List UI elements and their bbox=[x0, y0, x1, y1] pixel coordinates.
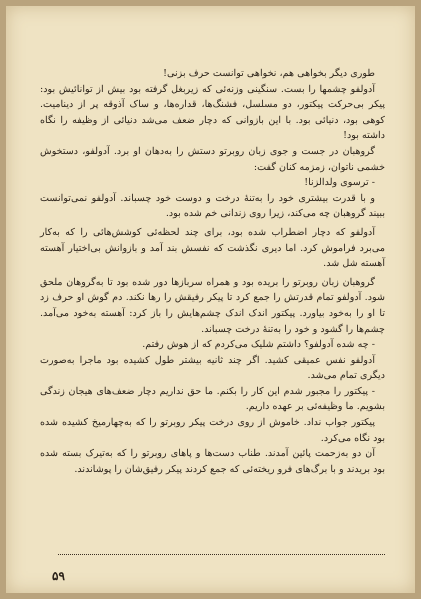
dialogue-line: - چه شده آدولفو؟ داشتم شلیک می‌کردم که از هوش رفتم. bbox=[142, 339, 375, 351]
paragraph: آن دو به‌زحمت پائین آمدند. طناب دست‌ها و پاهای روبرتو را که به‌تیرک بسته شده بود بریدند و با برگ‌های فرو ریخته‌ئی که جمع کردند پیکر رفیق‌شان را پوشاندند. bbox=[40, 448, 385, 475]
paragraph: آدولفو که دچار اضطراب شده بود، برای چند لحظه‌ئی کوشش‌هائی را که به‌کار می‌برد فراموش کرد. اما دیری نگذشت که نفسش بند آمد و بازوانش بی‌اختیار آهسته آهسته شل شد. bbox=[40, 226, 385, 270]
paragraph: آدولفو چشمها را بست. سنگینی وزنه‌ئی که زیربغل گرفته بود بیش از توانائیش بود: پیکر بی‌حرکت پیکتور، دو مسلسل، فشنگ‌ها، قداره‌ها، و ساک آذوقه پر از دینامیت. کوهی بود، دنیائی بود. با این بازوانی که دچار ضعف می‌شد دنیائی از وظیفه را نگاه داشته بود! bbox=[40, 83, 385, 142]
paragraph: طوری دیگر بخواهی هم، نخواهی توانست حرف بزنی! bbox=[163, 68, 375, 79]
body-text bbox=[40, 66, 385, 477]
paragraph: گروهبان زبان روبرتو را بریده بود و همراه سربازها دور شده بود تا به‌گروهان ملحق شود. آدولفو تمام قدرتش را جمع کرد تا پیکر رفیقش را رها نکند. دم گوش او حرف زد تا او را به‌خود بیاورد. پیکتور اندک اندک چشم‌هایش را باز کرد: آهسته به‌خود می‌آمد. چشم‌ها را گشود و خود را به‌تنهٔ درخت چسباند. bbox=[40, 276, 385, 335]
dialogue-line: - پیکتور را مجبور شدم این کار را بکنم. ما حق نداریم دچار ضعف‌های هیجان زندگی بشویم. ما وظیفه‌ئی بر عهده داریم. bbox=[40, 385, 385, 413]
paragraph: و با قدرت بیشتری خود را به‌تنهٔ درخت و دوست خود چسباند. آدولفو نمی‌توانست ببیند گروهبان چه می‌کند، زیرا روی زندانی خم شده بود. bbox=[40, 192, 385, 220]
footer-dotted-rule bbox=[58, 554, 385, 555]
paragraph: آدولفو نفس عمیقی کشید. اگر چند ثانیه بیشتر طول کشیده بود ماجرا به‌صورت دیگری تمام می‌شد. bbox=[40, 354, 385, 382]
dialogue-line: - ترسوی ولدالزنا! bbox=[304, 177, 375, 189]
paragraph: گروهبان در جست و جوی زبان روبرتو دستش را به‌دهان او برد. آدولفو، دستخوش خشمی ناتوان، زمزمه کنان گفت: bbox=[40, 145, 385, 173]
book-page bbox=[6, 6, 415, 593]
paragraph: پیکتور جواب نداد. خاموش از روی درخت پیکر روبرتو را که به‌چهارمیخ کشیده شده بود نگاه می‌کرد. bbox=[40, 417, 385, 444]
page-number: ۵۹ bbox=[52, 569, 65, 583]
